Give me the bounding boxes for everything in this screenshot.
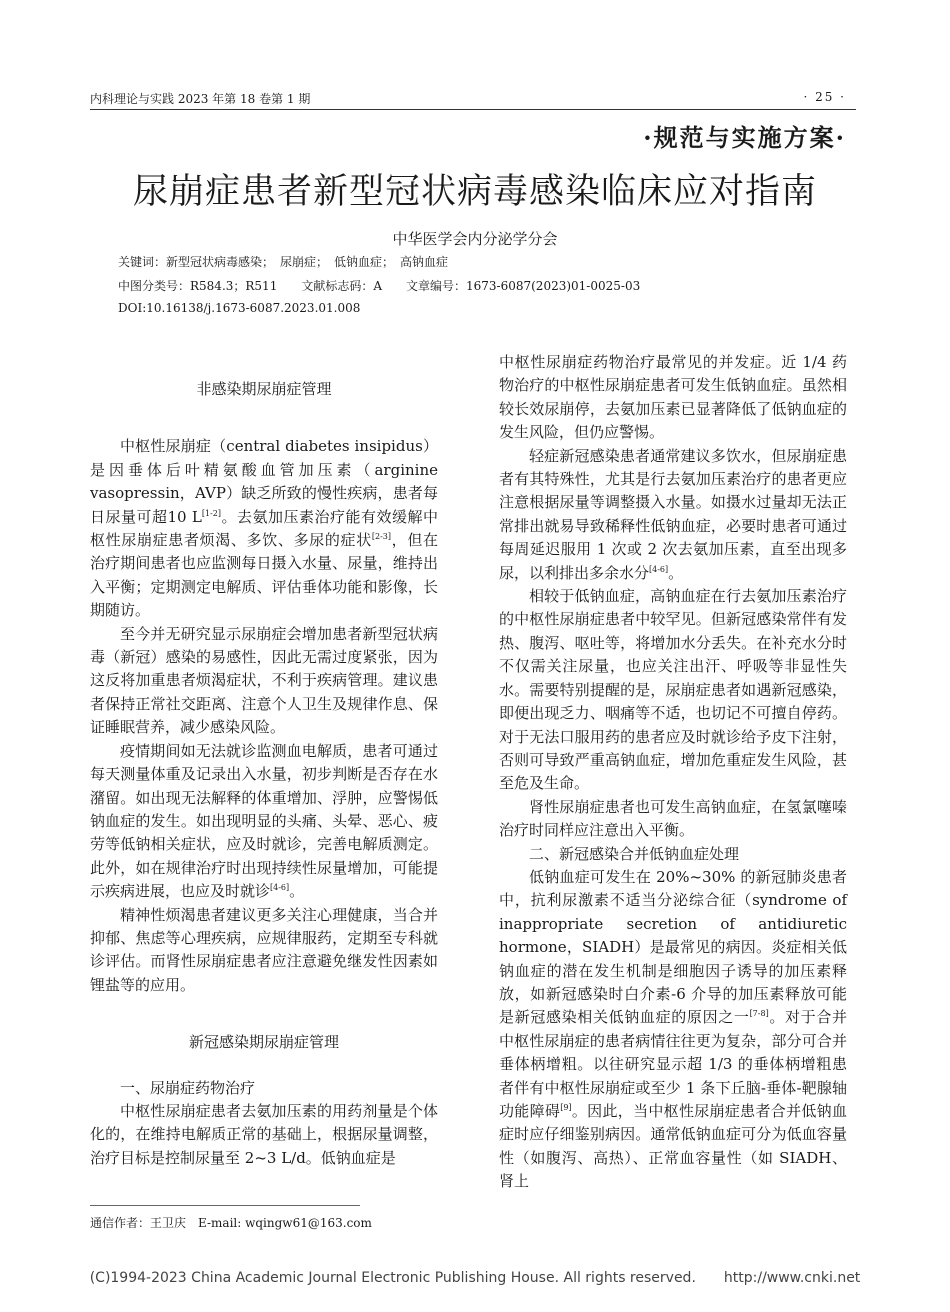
paragraph: 至今并无研究显示尿崩症会增加患者新型冠状病毒（新冠）感染的易感性，因此无需过度紧张，因为这反将加重患者烦渴症状，不利于疾病管理。建议患者保持正常社交距离、注意个人卫生及规律作息、保证睡眠营养，减少感染风险。: [90, 624, 438, 737]
citation[interactable]: [4-6]: [270, 883, 290, 893]
right-column: [499, 351, 847, 1194]
classification-info: 中图分类号：R584.3；R511 文献标志码：A 文章编号：1673-6087(2023)01-0025-03: [118, 279, 641, 293]
paragraph: 精神性烦渴患者建议更多关注心理健康，当合并抑郁、焦虑等心理疾病，应规律服药，定期至专科就诊评估。而肾性尿崩症患者应注意避免继发性因素如锂盐等的应用。: [90, 905, 438, 994]
citation[interactable]: [4-6]: [649, 564, 669, 574]
section-tag: ·规范与实施方案·: [643, 123, 846, 152]
paragraph: 相较于低钠血症，高钠血症在行去氨加压素治疗的中枢性尿崩症患者中较罕见。但新冠感染常伴有发热、腹泻、呕吐等，将增加水分丢失。在补充水分时不仅需关注尿量，也应关注出汗、呼吸等非显性失水。需要特别提醒的是，尿崩症患者如遇新冠感染，即便出现乏力、咽痛等不适，也切记不可擅自停药。对于无法口服用药的患者应及时就诊给予皮下注射，否则可导致严重高钠血症，增加危重症发生风险，甚至危及生命。: [499, 587, 847, 793]
section-heading-non-infection: 非感染期尿崩症管理: [196, 380, 332, 398]
subheading-drug-therapy: 一、尿崩症药物治疗: [120, 1078, 256, 1097]
paragraph: 肾性尿崩症患者也可发生高钠血症，在氢氯噻嗪治疗时同样应注意出入平衡。: [499, 797, 847, 840]
keywords: 关键词：新型冠状病毒感染； 尿崩症； 低钠血症； 高钠血症: [118, 255, 449, 269]
section-heading-infection: 新冠感染期尿崩症管理: [188, 1033, 339, 1052]
paragraph: 中枢性尿崩症药物治疗最常见的并发症。近 1/4 药物治疗的中枢性尿崩症患者可发生低钠血症。虽然相较长效尿崩停，去氨加压素已显著降低了低钠血症的发生风险，但仍应警惕。: [499, 353, 847, 442]
paragraph: 中枢性尿崩症患者去氨加压素的用药剂量是个体化的，在维持电解质正常的基础上，根据尿量调整，治疗目标是控制尿量至 2~3 L/d。低钠血症是: [90, 1101, 438, 1167]
footnote-rule: [90, 1205, 360, 1206]
header-rule: [90, 109, 856, 110]
paragraph: 中枢性尿崩症（central diabetes insipidus）是因垂体后叶精氨酸血管加压素（arginine vasopressin，AVP）缺乏所致的慢性疾病，患者每日尿量可超10 L[1-2]。去氨加压素治疗能有效缓解中枢性尿崩症患者烦渴、多饮、多尿的症状[2-3]，但在治疗期间患者也应监测每日摄入水量、尿量，维持出入平衡；定期测定电解质、评估垂体功能和影像，长期随访。: [90, 437, 438, 620]
paragraph: 轻症新冠感染患者通常建议多饮水，但尿崩症患者有其特殊性，尤其是行去氨加压素治疗的患者更应注意根据尿量等调整摄入水量。如摄水过量却无法正常排出就易导致稀释性低钠血症，必要时患者可通过每周延迟服用 1 次或 2 次去氨加压素，直至出现多尿，以利排出多余水分[4-6]。: [499, 446, 847, 582]
article-author: 中华医学会内分泌学分会: [392, 230, 558, 248]
paragraph: 低钠血症可发生在 20%~30% 的新冠肺炎患者中，抗利尿激素不适当分泌综合征（syndrome of inappropriate secretion of antidiuretic hormone，SIADH）是最常见的病因。炎症相关低钠血症的潜在发生机制是细胞因子诱导的加压素释放，如新冠感染时白介素-6 介导的加压素释放可能是新冠感染相关低钠血症的原因之一[7-8]。对于合并中枢性尿崩症的患者病情往往更为复杂，部分可合并垂体柄增粗。以往研究显示超 1/3 的垂体柄增粗患者伴有中枢性尿崩症或至少 1 条下丘脑-垂体-靶腺轴功能障碍[9]。因此，当中枢性尿崩症患者合并低钠血症时应仔细鉴别病因。通常低钠血症可分为低血容量性（如腹泻、高热）、正常血容量性（如 SIADH、肾上: [499, 867, 847, 1191]
doi: DOI:10.16138/j.1673-6087.2023.01.008: [118, 301, 361, 315]
subheading-hyponatremia: 二、新冠感染合并低钠血症处理: [529, 844, 740, 863]
left-column: [90, 378, 438, 1170]
citation[interactable]: [1-2]: [201, 508, 221, 518]
paragraph: 疫情期间如无法就诊监测血电解质，患者可通过每天测量体重及记录出入水量，初步判断是否存在水潴留。如出现无法解释的体重增加、浮肿，应警惕低钠血症的发生。如出现明显的头痛、头晕、恶心、疲劳等低钠相关症状，应及时就诊，完善电解质测定。此外，如在规律治疗时出现持续性尿量增加，可能提示疾病进展，也应及时就诊[4-6]。: [90, 741, 438, 901]
copyright-notice: (C)1994-2023 China Academic Journal Electronic Publishing House. All rights reserved. http://www.cnki.net: [89, 1270, 861, 1286]
page-number: · 25 ·: [803, 90, 846, 104]
citation[interactable]: [2-3]: [371, 532, 391, 542]
corresponding-author: 通信作者：王卫庆 E-mail: wqingw61@163.com: [90, 1216, 372, 1230]
citation[interactable]: [9]: [560, 1103, 572, 1112]
citation[interactable]: [7-8]: [749, 1009, 769, 1019]
journal-header: 内科理论与实践 2023 年第 18 卷第 1 期: [90, 92, 311, 106]
article-title: 尿崩症患者新型冠状病毒感染临床应对指南: [132, 172, 817, 212]
